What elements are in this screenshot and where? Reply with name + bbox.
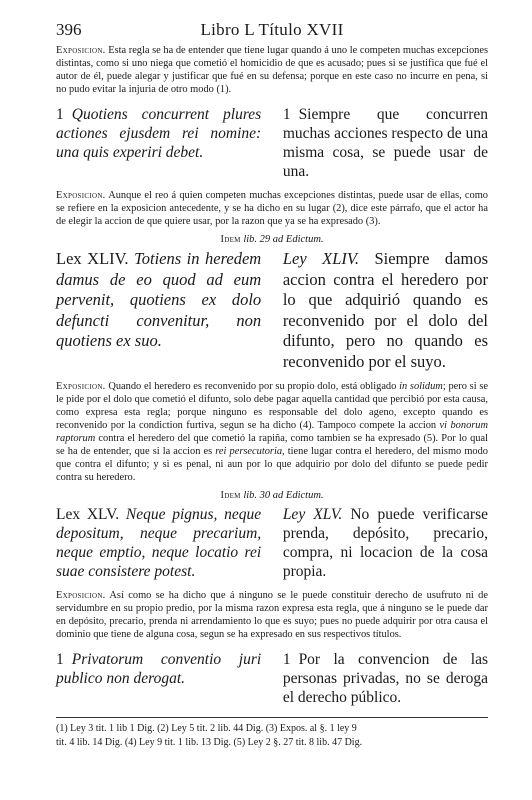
exposition-text: , tiene lugar contra el heredero, del mismo modo que contra el difunto; y si es penal, ni aun por lo que adquirio por dolo del difunto se puede pedir contra su heredero. <box>56 446 488 483</box>
footnote-line: tit. 4 lib. 14 Dig. (4) Ley 9 tit. 1 lib. 13 Dig. (5) Ley 2 §. 27 tit. 8 lib. 47 Dig. <box>56 737 363 748</box>
footnote-line: (1) Ley 3 tit. 1 lib 1 Dig. (2) Ley 5 tit. 2 lib. 44 Dig. (3) Expos. al §. 1 ley 9 <box>56 723 357 734</box>
exposition-label: Exposicion. <box>56 590 106 601</box>
exposition-text: contra el heredero del que cometió la rapiña, como tambien se ha expresado (5). Por lo qual se ha de entender, que si la accion es <box>56 433 488 457</box>
section-number: 1 <box>282 651 291 668</box>
footnotes <box>56 722 488 750</box>
page-header <box>56 20 488 44</box>
exposition-text: ; pero si se le pide por el dolo que cometió el difunto, solo debe pagar aquella cantidad que percibió por esta causa, como expresa esta regla; porque ninguno es responsable del dolo ageno, excepto quando es reconvenido por la condiction furtiva, segun se ha dicho (4). Tampoco compete la accion <box>56 381 488 431</box>
source-author: Idem <box>220 490 241 501</box>
latin-phrase: in solidum <box>399 381 443 392</box>
exposition-text: Aunque el reo á quien competen muchas excepciones distintas, puede usar de ellas, como se refiere en la exposicion antecedente, y se ha dicho en su lugar (2), dice este párrafo, que el actor ha de elegir la accion de que quiere usar, por la razon que ya se ha expresado (3). <box>56 190 489 227</box>
footnote-divider <box>56 717 488 718</box>
page <box>56 20 488 750</box>
section-1 <box>56 105 488 181</box>
exposition-label: Exposicion. <box>56 45 106 56</box>
ley-heading: Ley XLIV. <box>282 249 359 268</box>
latin-body: Neque pignus, neque depositum, neque precarium, neque emptio, neque locatio rei suae consistere potest. <box>56 506 262 580</box>
latin-body: Totiens in heredem damus de eo quod ad eum pervenit, quotiens ex dolo defuncti convenitur, non quotiens ex suo. <box>56 249 262 350</box>
exposition-label: Exposicion. <box>56 381 106 392</box>
latin-text <box>56 249 261 372</box>
lex-heading: Lex XLIV. <box>56 249 129 268</box>
section-number: 1 <box>282 106 291 123</box>
exposition-text: Así como se ha dicho que á ninguno se le puede constituir derecho de usufruto ni de servidumbre en su propio predio, por la misma razon expresa esta regla, que á ninguno se le puede dar en depósito, precario, prenda ni arrendamiento lo que es suyo; pues no puede adquirir por otra causa el dominio que tiene de alguna cosa, segun se ha expresado en sus respectivos títulos. <box>56 590 488 640</box>
spanish-text <box>283 105 488 181</box>
running-title: Libro L Título XVII <box>200 20 344 39</box>
section-number: 1 <box>56 106 64 123</box>
exposition-text: Quando el heredero es reconvenido por su propio dolo, está obligado <box>108 381 397 392</box>
source-author: Idem <box>220 234 241 245</box>
source-book: lib. 29 ad Edictum. <box>243 234 324 245</box>
spanish-text <box>283 650 488 707</box>
latin-body: Quotiens concurrent plures actiones ejusdem rei nomine: una quis experiri debet. <box>56 106 262 161</box>
source-reference <box>56 490 488 501</box>
spanish-text <box>283 505 488 581</box>
spanish-body: No puede verificarse prenda, depósito, precario, compra, ni locacion de la cosa propia. <box>282 506 488 580</box>
latin-phrase: vi bonorum raptorum <box>56 420 489 444</box>
exposition-3 <box>56 380 488 484</box>
ley-heading: Ley XLV. <box>282 506 343 523</box>
section-number: 1 <box>56 651 64 668</box>
exposition-text: Esta regla se ha de entender que tiene lugar quando á uno le competen muchas excepciones distintas, como si uno niega que cometió el homicidio de que es acusado; pues si se justifica que fué el autor de él, puede alegar y justificar que fué en su defensa; porque en este caso no incurre en pena, si no pudo evitar la injuria de otro modo (1). <box>56 45 488 95</box>
lex-45 <box>56 505 488 581</box>
lex-44 <box>56 249 488 372</box>
latin-phrase: rei persecutoria <box>215 446 283 457</box>
exposition-label: Exposicion. <box>56 190 106 201</box>
exposition-2 <box>56 189 488 228</box>
section-2 <box>56 650 488 707</box>
lex-heading: Lex XLV. <box>56 506 120 523</box>
spanish-body: Siempre damos accion contra el heredero por lo que adquirió quando es reconvenido por el dolo del difunto, pero no quando es reconvenido por el suyo. <box>282 249 488 371</box>
source-reference <box>56 234 488 245</box>
exposition-1 <box>56 44 488 96</box>
latin-text <box>56 650 261 707</box>
page-number: 396 <box>56 20 82 39</box>
spanish-body: Siempre que concurren muchas acciones respecto de una misma cosa, se puede usar de una. <box>282 106 488 180</box>
exposition-4 <box>56 589 488 641</box>
latin-body: Privatorum conventio juri publico non derogat. <box>56 651 262 687</box>
spanish-text <box>283 249 488 372</box>
source-book: lib. 30 ad Edictum. <box>243 490 324 501</box>
latin-text <box>56 105 261 181</box>
spanish-body: Por la convencion de las personas privadas, no se deroga el derecho público. <box>282 651 488 706</box>
latin-text <box>56 505 261 581</box>
